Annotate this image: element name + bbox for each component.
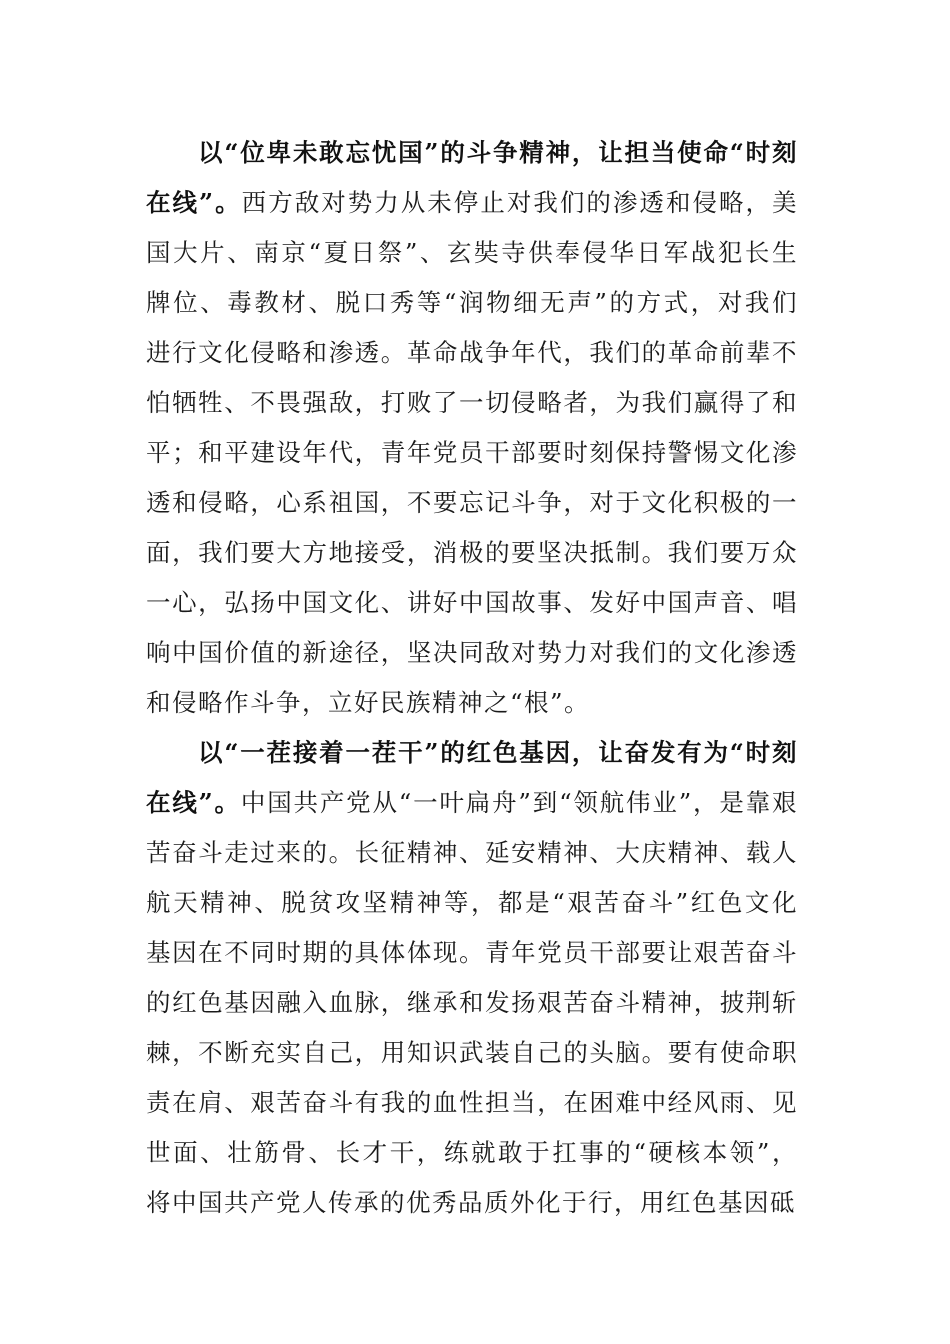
- paragraph-body-text: 中国共产党从“一叶扁舟”到“领航伟业”，是靠艰苦奋斗走过来的。长征精神、延安精神、大庆精神、载人航天精神、脱贫攻坚精神等，都是“艰苦奋斗”红色文化基因在不同时期的具体体现。青年党员干部要让艰苦奋斗的红色基因融入血脉，继承和发扬艰苦奋斗精神，披荆斩棘，不断充实自己，用知识武装自己的头脑。要有使命职责在肩、艰苦奋斗有我的血性担当，在困难中经风雨、见世面、壮筋骨、长才干，练就敢于扛事的“硬核本领”，将中国共产党人传承的优秀品质外化于行，用红色基因砥: [146, 788, 798, 1217]
- paragraph-red-gene: [146, 728, 798, 1228]
- paragraph-lead-heading: 以“一茬接着一茬干”的红色基因，让奋发有为“时刻在线”。: [146, 738, 798, 817]
- paragraph-struggle-spirit: [146, 128, 798, 728]
- paragraph-body-text: 西方敌对势力从未停止对我们的渗透和侵略，美国大片、南京“夏日祭”、玄奘寺供奉侵华日军战犯长生牌位、毒教材、脱口秀等“润物细无声”的方式，对我们进行文化侵略和渗透。革命战争年代，我们的革命前辈不怕牺牲、不畏强敌，打败了一切侵略者，为我们赢得了和平；和平建设年代，青年党员干部要时刻保持警惕文化渗透和侵略，心系祖国，不要忘记斗争，对于文化积极的一面，我们要大方地接受，消极的要坚决抵制。我们要万众一心，弘扬中国文化、讲好中国故事、发好中国声音、唱响中国价值的新途径，坚决同敌对势力对我们的文化渗透和侵略作斗争，立好民族精神之“根”。: [146, 188, 799, 717]
- document-body: [146, 128, 798, 1228]
- paragraph-lead-heading: 以“位卑未敢忘忧国”的斗争精神，让担当使命“时刻在线”。: [146, 138, 798, 217]
